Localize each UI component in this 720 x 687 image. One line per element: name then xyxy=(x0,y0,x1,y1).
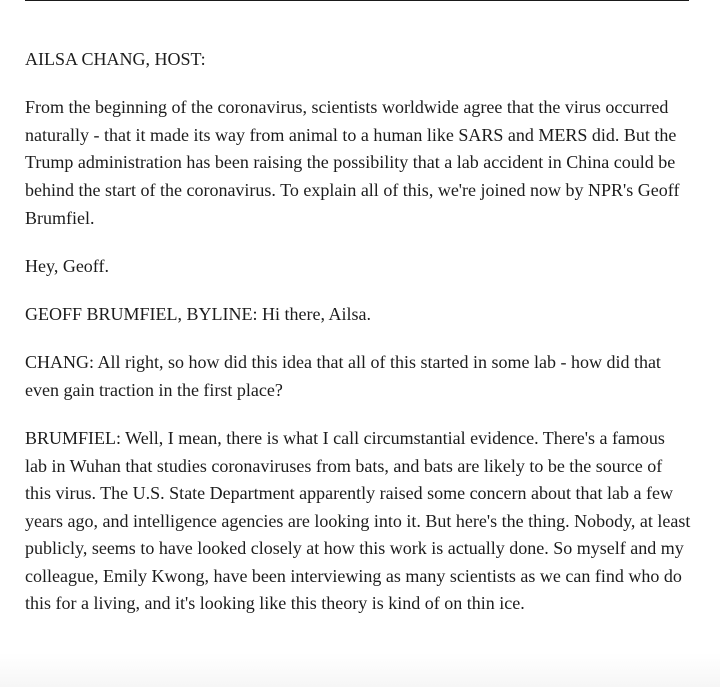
top-divider xyxy=(25,0,689,1)
transcript-paragraph: Hey, Geoff. xyxy=(25,255,109,276)
transcript-paragraph: GEOFF BRUMFIEL, BYLINE: Hi there, Ailsa. xyxy=(25,303,371,324)
transcript-paragraph: CHANG: All right, so how did this idea that all of this started in some lab - how did that even gain traction in the first place? xyxy=(25,352,661,400)
transcript-paragraph: From the beginning of the coronavirus, scientists worldwide agree that the virus occurred naturally - that it made its way from animal to a human like SARS and MERS did. But the Trump administration has been raising the possibility that a lab accident in China could be behind the start of the coronavirus. To explain all of this, we're joined now by NPR's Geoff Brumfiel. xyxy=(25,97,680,228)
speaker-heading: AILSA CHANG, HOST: xyxy=(25,49,206,69)
bottom-fade xyxy=(0,653,720,687)
transcript-paragraph: BRUMFIEL: Well, I mean, there is what I call circumstantial evidence. There's a famous lab in Wuhan that studies coronaviruses from bats, and bats are likely to be the source of this virus. The U.S. State Department apparently raised some concern about that lab a few years ago, and intelligence agencies are looking into it. But here's the thing. Nobody, at least publicly, seems to have looked closely at how this work is actually done. So myself and my colleague, Emily Kwong, have been interviewing as many scientists as we can find who do this for a living, and it's looking like this theory is kind of on thin ice. xyxy=(25,427,691,614)
transcript-body xyxy=(25,46,691,639)
